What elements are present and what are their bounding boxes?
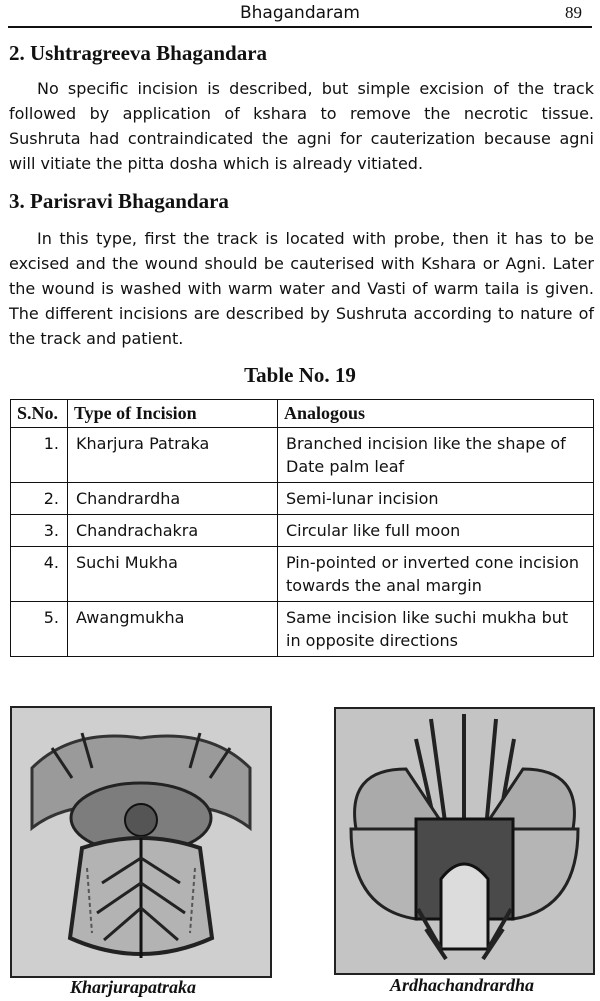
column-header-sno: S.No. xyxy=(11,400,68,428)
column-header-type: Type of Incision xyxy=(68,400,278,428)
table-row xyxy=(11,483,594,515)
running-header xyxy=(8,0,592,28)
table-row xyxy=(11,515,594,547)
cell-type: Awangmukha xyxy=(68,602,278,657)
figure-caption-ardhachandrardha: Ardhachandrardha xyxy=(390,975,535,995)
section-heading-ushtragreeva: 2. Ushtragreeva Bhagandara xyxy=(9,41,268,65)
cell-sno: 4. xyxy=(11,547,68,602)
cell-sno: 2. xyxy=(11,483,68,515)
figure-caption-kharjurapatraka: Kharjurapatraka xyxy=(70,977,197,997)
cell-type: Suchi Mukha xyxy=(68,547,278,602)
cell-type: Kharjura Patraka xyxy=(68,428,278,483)
cell-sno: 1. xyxy=(11,428,68,483)
table-caption: Table No. 19 xyxy=(244,363,356,387)
column-header-analogous: Analogous xyxy=(278,400,594,428)
kharjurapatraka-illustration xyxy=(10,706,272,978)
section-paragraph-ushtragreeva: No specific incision is described, but simple excision of the track followed by application of kshara to remove the necrotic tissue. Sushruta had contraindicated the agni for cauterization because agni will vitiate the pitta dosha which is already vitiated. xyxy=(9,79,594,173)
section-paragraph-parisravi: In this type, first the track is located with probe, then it has to be excised and the wound should be cauterised with Kshara or Agni. Later the wound is washed with warm water and Vasti of warm taila is given. The different incisions are described by Sushruta according to nature of the track and patient. xyxy=(9,229,594,348)
table-row xyxy=(11,428,594,483)
cell-sno: 5. xyxy=(11,602,68,657)
kharjurapatraka-drawing xyxy=(12,708,270,976)
table-row xyxy=(11,547,594,602)
running-title: Bhagandaram xyxy=(239,3,360,23)
table-row xyxy=(11,602,594,657)
cell-analogous: Circular like full moon xyxy=(278,515,594,547)
cell-sno: 3. xyxy=(11,515,68,547)
ardhachandrardha-drawing xyxy=(336,709,593,973)
cell-type: Chandrachakra xyxy=(68,515,278,547)
incision-table xyxy=(10,399,594,657)
cell-analogous: Semi-lunar incision xyxy=(278,483,594,515)
table-header-row xyxy=(11,400,594,428)
cell-analogous: Pin-pointed or inverted cone incision towards the anal margin xyxy=(278,547,594,602)
cell-type: Chandrardha xyxy=(68,483,278,515)
page-number: 89 xyxy=(565,3,582,22)
cell-analogous: Branched incision like the shape of Date palm leaf xyxy=(278,428,594,483)
ardhachandrardha-illustration xyxy=(334,707,595,975)
section-heading-parisravi: 3. Parisravi Bhagandara xyxy=(9,189,229,213)
cell-analogous: Same incision like suchi mukha but in opposite directions xyxy=(278,602,594,657)
